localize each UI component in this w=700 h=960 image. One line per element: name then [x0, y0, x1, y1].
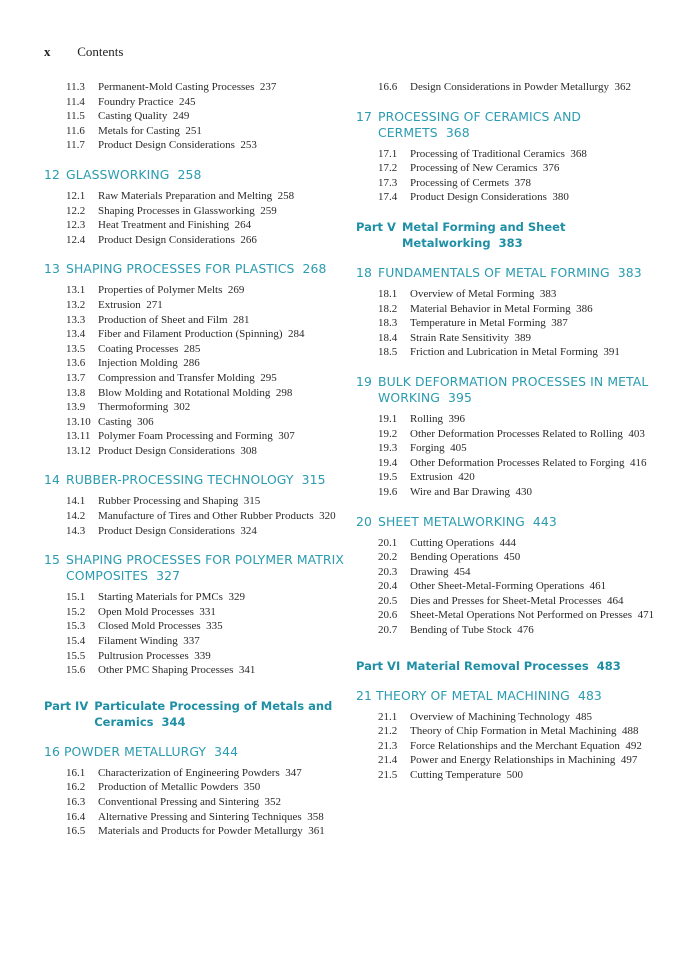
- toc-section-entry[interactable]: [378, 579, 676, 594]
- section-title: Pultrusion Processes 339: [98, 649, 211, 662]
- section-number: 20.7: [378, 624, 398, 637]
- section-number: 17.3: [378, 176, 398, 189]
- chapter-heading[interactable]: [356, 688, 676, 704]
- toc-section-entry[interactable]: [378, 456, 676, 471]
- section-title: Forging 405: [410, 442, 467, 455]
- section-number: 16.6: [378, 81, 398, 93]
- toc-section-entry[interactable]: [66, 590, 364, 605]
- chapter-title: BULK DEFORMATION PROCESSES IN METAL WORKING 395: [378, 373, 649, 405]
- section-title: Product Design Considerations 266: [98, 233, 257, 246]
- section-number: 18.4: [378, 331, 398, 344]
- chapter-heading[interactable]: [44, 744, 364, 760]
- spacer: [356, 638, 676, 652]
- toc-section-entry[interactable]: [66, 218, 364, 233]
- section-title: Blow Molding and Rotational Molding 298: [98, 386, 293, 399]
- chapter-number: 15: [44, 552, 60, 568]
- section-number: 12.4: [66, 233, 86, 246]
- section-title: Manufacture of Tires and Other Rubber Products 320: [98, 510, 336, 523]
- toc-section-entry[interactable]: [66, 80, 364, 95]
- section-title: Fiber and Filament Production (Spinning) 284: [98, 328, 305, 341]
- section-title: Production of Metallic Powders 350: [98, 781, 261, 794]
- section-title: Force Relationships and the Merchant Equation 492: [410, 739, 642, 752]
- section-number: 13.9: [66, 401, 86, 414]
- toc-section-entry[interactable]: [66, 189, 364, 204]
- section-number: 19.1: [378, 412, 398, 425]
- spacer: [356, 500, 676, 514]
- chapter-title: FUNDAMENTALS OF METAL FORMING 383: [378, 264, 642, 280]
- section-number: 12.3: [66, 219, 86, 232]
- section-title: Raw Materials Preparation and Melting 258: [98, 189, 295, 202]
- section-number: 11.7: [66, 139, 85, 152]
- chapter-number: 19: [356, 373, 372, 389]
- toc-section-entry[interactable]: [66, 124, 364, 139]
- section-number: 13.7: [66, 371, 86, 384]
- toc-section-entry[interactable]: [378, 623, 676, 638]
- chapter-heading[interactable]: [44, 261, 364, 277]
- chapter-number: 13: [44, 261, 60, 277]
- section-list: [356, 147, 676, 205]
- chapter-heading[interactable]: [356, 374, 676, 406]
- section-list: [44, 80, 364, 153]
- page-number: x: [44, 44, 51, 59]
- toc-section-entry[interactable]: [66, 298, 364, 313]
- section-title: Properties of Polymer Melts 269: [98, 284, 245, 297]
- toc-section-entry[interactable]: [66, 509, 364, 524]
- section-title: Product Design Considerations 324: [98, 524, 257, 537]
- section-number: 21.5: [378, 769, 398, 782]
- section-number: 15.4: [66, 635, 86, 648]
- chapter-title: RUBBER-PROCESSING TECHNOLOGY 315: [66, 472, 326, 488]
- section-title: Cutting Temperature 500: [410, 769, 523, 782]
- chapter-title: GLASSWORKING 258: [66, 166, 202, 182]
- section-number: 18.5: [378, 346, 398, 359]
- section-title: Product Design Considerations 308: [98, 444, 257, 457]
- section-number: 11.6: [66, 124, 85, 137]
- chapter-title: SHAPING PROCESSES FOR POLYMER MATRIX COMPOSITES 327: [66, 552, 344, 584]
- section-number: 14.3: [66, 524, 86, 537]
- section-number: 20.5: [378, 594, 398, 607]
- section-title: Starting Materials for PMCs 329: [98, 591, 245, 604]
- spacer: [356, 95, 676, 109]
- toc-section-entry[interactable]: [378, 427, 676, 442]
- spacer: [44, 458, 364, 472]
- section-list: [356, 536, 676, 638]
- section-number: 14.2: [66, 510, 86, 523]
- part-label: Part VI: [356, 658, 401, 673]
- section-number: 18.2: [378, 302, 398, 315]
- section-number: 15.2: [66, 605, 86, 618]
- spacer: [356, 674, 676, 688]
- part-label: Part V: [356, 219, 396, 234]
- toc-section-entry[interactable]: [378, 287, 676, 302]
- toc-section-entry[interactable]: [378, 768, 676, 783]
- toc-section-entry[interactable]: [66, 283, 364, 298]
- spacer: [356, 205, 676, 219]
- section-title: Casting Quality 249: [98, 110, 190, 123]
- section-title: Theory of Chip Formation in Metal Machining 488: [410, 725, 639, 738]
- toc-section-entry[interactable]: [378, 608, 676, 623]
- section-title: Extrusion 420: [410, 471, 475, 484]
- section-list: [44, 283, 364, 458]
- section-title: Processing of Traditional Ceramics 368: [410, 147, 587, 160]
- section-title: Production of Sheet and Film 281: [98, 313, 250, 326]
- section-title: Processing of New Ceramics 376: [410, 162, 560, 175]
- section-title: Other PMC Shaping Processes 341: [98, 664, 256, 677]
- section-title: Shaping Processes in Glassworking 259: [98, 204, 277, 217]
- toc-section-entry[interactable]: [66, 233, 364, 248]
- chapter-title: SHAPING PROCESSES FOR PLASTICS 268: [66, 261, 327, 277]
- section-number: 16.1: [66, 766, 86, 779]
- toc-section-entry[interactable]: [66, 415, 364, 430]
- section-title: Friction and Lubrication in Metal Forming 391: [410, 346, 620, 359]
- toc-section-entry[interactable]: [66, 386, 364, 401]
- section-title: Conventional Pressing and Sintering 352: [98, 796, 282, 808]
- toc-section-entry[interactable]: [378, 724, 676, 739]
- toc-column-right: [356, 80, 676, 783]
- section-title: Bending of Tube Stock 476: [410, 624, 534, 637]
- section-title: Closed Mold Processes 335: [98, 620, 223, 633]
- toc-section-entry[interactable]: [66, 663, 364, 678]
- section-title: Overview of Machining Technology 485: [410, 710, 593, 723]
- section-number: 15.5: [66, 649, 86, 662]
- section-number: 19.4: [378, 456, 398, 469]
- chapter-heading[interactable]: [356, 265, 676, 281]
- section-title: Coating Processes 285: [98, 342, 201, 355]
- section-list: [44, 766, 364, 839]
- toc-section-entry[interactable]: [66, 619, 364, 634]
- section-title: Bending Operations 450: [410, 551, 521, 564]
- section-title: Other Sheet-Metal-Forming Operations 461: [410, 580, 607, 593]
- section-title: Temperature in Metal Forming 387: [410, 317, 568, 330]
- section-title: Permanent-Mold Casting Processes 237: [98, 81, 277, 93]
- section-number: 21.3: [378, 739, 398, 752]
- chapter-heading[interactable]: [356, 109, 676, 141]
- toc-section-entry[interactable]: [378, 536, 676, 551]
- section-number: 17.1: [378, 147, 398, 160]
- toc-section-entry[interactable]: [66, 342, 364, 357]
- section-title: Casting 306: [98, 415, 154, 428]
- chapter-number: 16: [44, 743, 60, 759]
- section-list: [356, 287, 676, 360]
- chapter-number: 14: [44, 472, 60, 488]
- section-title: Alternative Pressing and Sintering Techniques 358: [98, 810, 324, 823]
- section-title: Overview of Metal Forming 383: [410, 287, 557, 300]
- section-number: 19.6: [378, 485, 398, 498]
- chapter-number: 21: [356, 687, 372, 703]
- section-number: 19.2: [378, 427, 398, 440]
- toc-section-entry[interactable]: [66, 356, 364, 371]
- section-title: Compression and Transfer Molding 295: [98, 371, 277, 384]
- chapter-number: 17: [356, 108, 372, 124]
- spacer: [356, 251, 676, 265]
- section-title: Rubber Processing and Shaping 315: [98, 495, 261, 508]
- toc-section-entry[interactable]: [378, 147, 676, 162]
- section-number: 13.2: [66, 298, 86, 311]
- section-number: 16.4: [66, 810, 86, 823]
- toc-section-entry[interactable]: [378, 412, 676, 427]
- section-title: Product Design Considerations 380: [410, 191, 569, 204]
- spacer: [44, 153, 364, 167]
- section-title: Cutting Operations 444: [410, 536, 517, 549]
- section-title: Polymer Foam Processing and Forming 307: [98, 430, 295, 443]
- section-number: 15.1: [66, 591, 86, 604]
- section-number: 13.10: [66, 415, 91, 428]
- section-title: Power and Energy Relationships in Machining 497: [410, 754, 638, 767]
- section-number: 12.1: [66, 189, 86, 202]
- section-number: 11.3: [66, 81, 85, 93]
- section-number: 16.5: [66, 825, 86, 838]
- section-list: [44, 590, 364, 678]
- toc-section-entry[interactable]: [378, 331, 676, 346]
- section-title: Open Mold Processes 331: [98, 605, 216, 618]
- chapter-title: PROCESSING OF CERAMICS AND CERMETS 368: [378, 108, 582, 140]
- part-label: Part IV: [44, 698, 89, 713]
- section-title: Dies and Presses for Sheet-Metal Processes 464: [410, 594, 624, 607]
- section-number: 19.3: [378, 442, 398, 455]
- toc-section-entry[interactable]: [66, 444, 364, 459]
- toc-column-left: [44, 80, 364, 839]
- section-number: 14.1: [66, 495, 86, 508]
- toc-section-entry[interactable]: [378, 485, 676, 500]
- spacer: [44, 538, 364, 552]
- section-number: 13.4: [66, 328, 86, 341]
- section-list: [44, 494, 364, 538]
- section-number: 20.1: [378, 536, 398, 549]
- section-number: 21.2: [378, 725, 398, 738]
- toc-section-entry[interactable]: [66, 109, 364, 124]
- toc-section-entry[interactable]: [378, 190, 676, 205]
- chapter-heading[interactable]: [44, 167, 364, 183]
- toc-section-entry[interactable]: [378, 302, 676, 317]
- page-header: [44, 44, 123, 60]
- section-number: 13.12: [66, 444, 91, 457]
- toc-section-entry[interactable]: [378, 470, 676, 485]
- section-title: Materials and Products for Powder Metallurgy 361: [98, 825, 325, 838]
- section-number: 13.8: [66, 386, 86, 399]
- part-title: Metal Forming and Sheet Metalworking 383: [401, 219, 566, 250]
- chapter-number: 12: [44, 166, 60, 182]
- running-title: Contents: [77, 44, 124, 59]
- toc-section-entry[interactable]: [66, 795, 364, 810]
- toc-section-entry[interactable]: [378, 80, 676, 95]
- part-heading[interactable]: [356, 219, 676, 251]
- section-number: 11.5: [66, 110, 85, 123]
- section-title: Characterization of Engineering Powders 347: [98, 766, 302, 779]
- section-number: 17.2: [378, 162, 398, 175]
- toc-section-entry[interactable]: [378, 345, 676, 360]
- part-title: Material Removal Processes 483: [406, 658, 621, 673]
- section-title: Other Deformation Processes Related to Forging 416: [410, 456, 647, 469]
- toc-section-entry[interactable]: [378, 594, 676, 609]
- section-title: Extrusion 271: [98, 298, 163, 311]
- section-title: Material Behavior in Metal Forming 386: [410, 302, 593, 315]
- spacer: [44, 730, 364, 744]
- section-title: Design Considerations in Powder Metallurgy 362: [410, 81, 631, 93]
- part-heading[interactable]: [356, 658, 676, 674]
- section-number: 12.2: [66, 204, 86, 217]
- section-number: 20.4: [378, 580, 398, 593]
- chapter-title: POWDER METALLURGY 344: [63, 743, 239, 759]
- section-title: Thermoforming 302: [98, 401, 191, 414]
- toc-section-entry[interactable]: [378, 739, 676, 754]
- section-title: Other Deformation Processes Related to Rolling 403: [410, 427, 645, 440]
- section-number: 13.11: [66, 430, 91, 443]
- toc-section-entry[interactable]: [66, 95, 364, 110]
- section-number: 20.2: [378, 551, 398, 564]
- chapter-title: THEORY OF METAL MACHINING 483: [375, 687, 602, 703]
- section-title: Wire and Bar Drawing 430: [410, 485, 533, 498]
- toc-section-entry[interactable]: [378, 550, 676, 565]
- toc-section-entry[interactable]: [378, 161, 676, 176]
- toc-section-entry[interactable]: [378, 565, 676, 580]
- toc-section-entry[interactable]: [66, 605, 364, 620]
- section-number: 13.3: [66, 313, 86, 326]
- part-heading[interactable]: [44, 698, 364, 730]
- chapter-number: 18: [356, 264, 372, 280]
- section-title: Processing of Cermets 378: [410, 176, 531, 189]
- section-number: 18.1: [378, 287, 398, 300]
- toc-section-entry[interactable]: [66, 313, 364, 328]
- section-number: 21.4: [378, 754, 398, 767]
- section-list: [356, 80, 676, 95]
- section-number: 16.2: [66, 781, 86, 794]
- section-number: 13.6: [66, 357, 86, 370]
- section-title: Strain Rate Sensitivity 389: [410, 331, 531, 344]
- section-title: Filament Winding 337: [98, 635, 200, 648]
- spacer: [44, 247, 364, 261]
- section-list: [356, 710, 676, 783]
- toc-section-entry[interactable]: [378, 176, 676, 191]
- section-number: 18.3: [378, 317, 398, 330]
- section-number: 20.3: [378, 565, 398, 578]
- spacer: [356, 360, 676, 374]
- toc-section-entry[interactable]: [378, 753, 676, 768]
- section-title: Metals for Casting 251: [98, 124, 202, 137]
- section-number: 16.3: [66, 796, 86, 808]
- section-number: 11.4: [66, 95, 85, 108]
- toc-section-entry[interactable]: [66, 494, 364, 509]
- part-title: Particulate Processing of Metals and Ceramics 344: [94, 698, 333, 729]
- toc-section-entry[interactable]: [66, 810, 364, 825]
- section-title: Injection Molding 286: [98, 357, 200, 370]
- toc-section-entry[interactable]: [66, 204, 364, 219]
- toc-section-entry[interactable]: [66, 766, 364, 781]
- toc-section-entry[interactable]: [66, 138, 364, 153]
- section-title: Foundry Practice 245: [98, 95, 196, 108]
- toc-section-entry[interactable]: [66, 524, 364, 539]
- section-number: 15.6: [66, 664, 86, 677]
- toc-section-entry[interactable]: [66, 429, 364, 444]
- spacer: [44, 678, 364, 692]
- section-number: 13.1: [66, 284, 86, 297]
- chapter-heading[interactable]: [356, 514, 676, 530]
- section-title: Heat Treatment and Finishing 264: [98, 219, 252, 232]
- toc-section-entry[interactable]: [66, 371, 364, 386]
- section-number: 20.6: [378, 609, 398, 622]
- chapter-title: SHEET METALWORKING 443: [378, 513, 557, 529]
- toc-section-entry[interactable]: [66, 634, 364, 649]
- section-title: Product Design Considerations 253: [98, 139, 257, 152]
- section-title: Rolling 396: [410, 412, 466, 425]
- toc-section-entry[interactable]: [66, 649, 364, 664]
- section-list: [356, 412, 676, 500]
- section-number: 15.3: [66, 620, 86, 633]
- toc-section-entry[interactable]: [66, 824, 364, 839]
- section-number: 19.5: [378, 471, 398, 484]
- chapter-number: 20: [356, 513, 372, 529]
- chapter-heading[interactable]: [44, 472, 364, 488]
- toc-section-entry[interactable]: [66, 400, 364, 415]
- toc-section-entry[interactable]: [378, 710, 676, 725]
- section-list: [44, 189, 364, 247]
- section-title: Drawing 454: [410, 565, 471, 578]
- chapter-heading[interactable]: [44, 552, 364, 584]
- toc-section-entry[interactable]: [378, 316, 676, 331]
- toc-section-entry[interactable]: [66, 327, 364, 342]
- section-number: 13.5: [66, 342, 86, 355]
- toc-section-entry[interactable]: [378, 441, 676, 456]
- section-title: Sheet-Metal Operations Not Performed on Presses 471: [410, 609, 655, 622]
- toc-section-entry[interactable]: [66, 780, 364, 795]
- section-number: 17.4: [378, 191, 398, 204]
- section-number: 21.1: [378, 710, 398, 723]
